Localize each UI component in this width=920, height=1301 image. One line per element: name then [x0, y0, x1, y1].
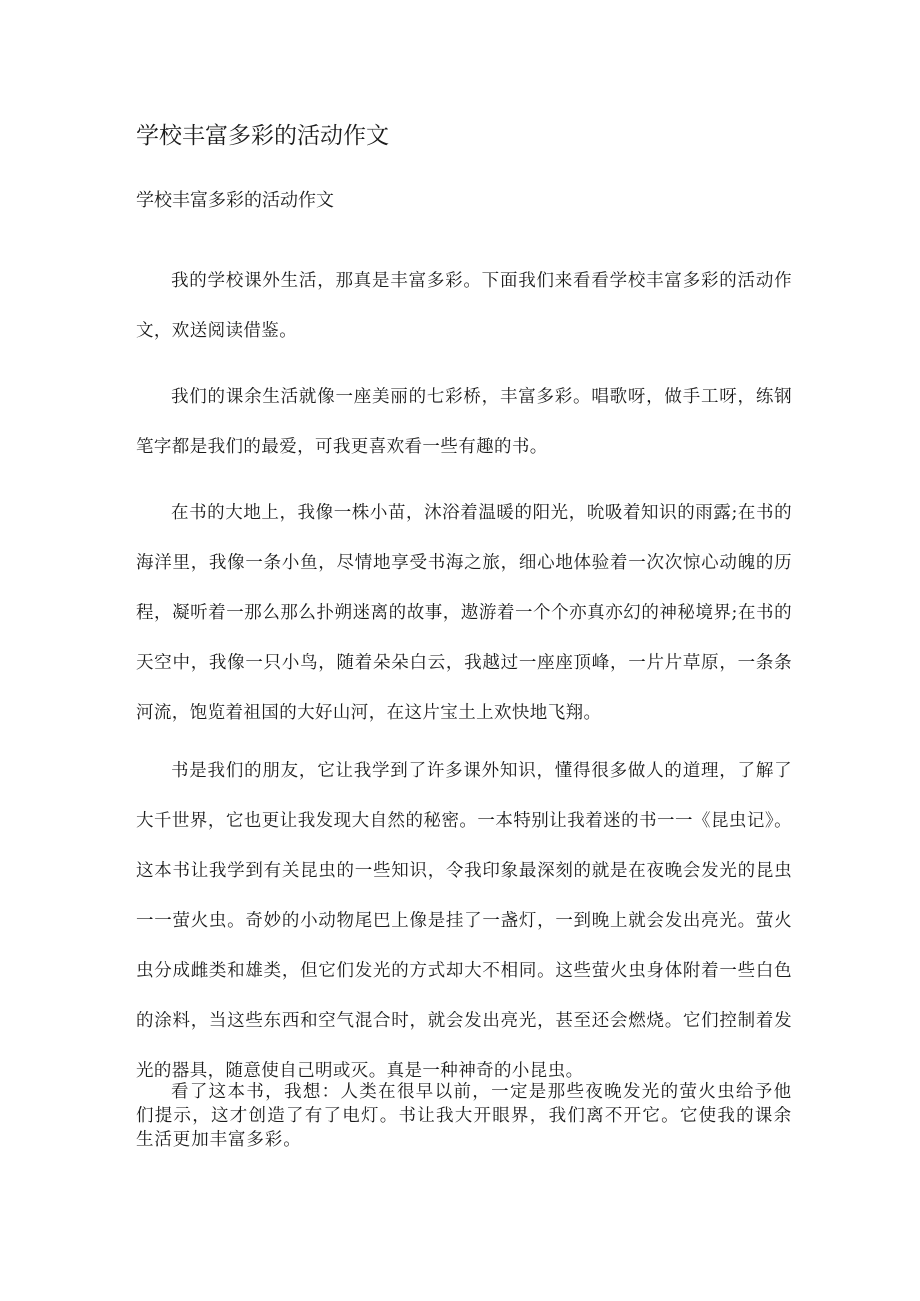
paragraph-rainbow-bridge: 我们的课余生活就像一座美丽的七彩桥，丰富多彩。唱歌呀，做手工呀，练钢笔字都是我们的最爱，可我更喜欢看一些有趣的书。: [136, 387, 792, 457]
paragraph-conclusion: 看了这本书，我想：人类在很早以前，一定是那些夜晚发光的萤火虫给予他们提示，这才创造了有了电灯。书让我大开眼界，我们离不开它。它使我的课余生活更加丰富多彩。: [136, 1082, 792, 1150]
document-title: 学校丰富多彩的活动作文: [136, 123, 389, 149]
paragraph-intro: 我的学校课外生活，那真是丰富多彩。下面我们来看看学校丰富多彩的活动作文，欢送阅读借鉴。: [136, 271, 792, 341]
document-subtitle: 学校丰富多彩的活动作文: [136, 190, 334, 211]
paragraph-insect-book: 书是我们的朋友，它让我学到了许多课外知识，懂得很多做人的道理，了解了大千世界，它也更让我发现大自然的秘密。一本特别让我着迷的书一一《昆虫记》。这本书让我学到有关昆虫的一些知识，令我印象最深刻的就是在夜晚会发光的昆虫一一萤火虫。奇妙的小动物尾巴上像是挂了一盏灯，一到晚上就会发出亮光。萤火虫分成雌类和雄类，但它们发光的方式却大不相同。这些萤火虫身体附着一些白色的涂料，当这些东西和空气混合时，就会发出亮光，甚至还会燃烧。它们控制着发光的器具，随意使自己明或灭。真是一种神奇的小昆虫。: [136, 761, 792, 1081]
paragraph-world-of-books: 在书的大地上，我像一株小苗，沐浴着温暖的阳光，吮吸着知识的雨露;在书的海洋里，我像一条小鱼，尽情地享受书海之旅，细心地体验着一次次惊心动魄的历程，凝听着一那么那么扑朔迷离的故事，遨游着一个个亦真亦幻的神秘境界;在书的天空中，我像一只小鸟，随着朵朵白云，我越过一座座顶峰，一片片草原，一条条河流，饱览着祖国的大好山河，在这片宝土上欢快地飞翔。: [136, 503, 792, 723]
